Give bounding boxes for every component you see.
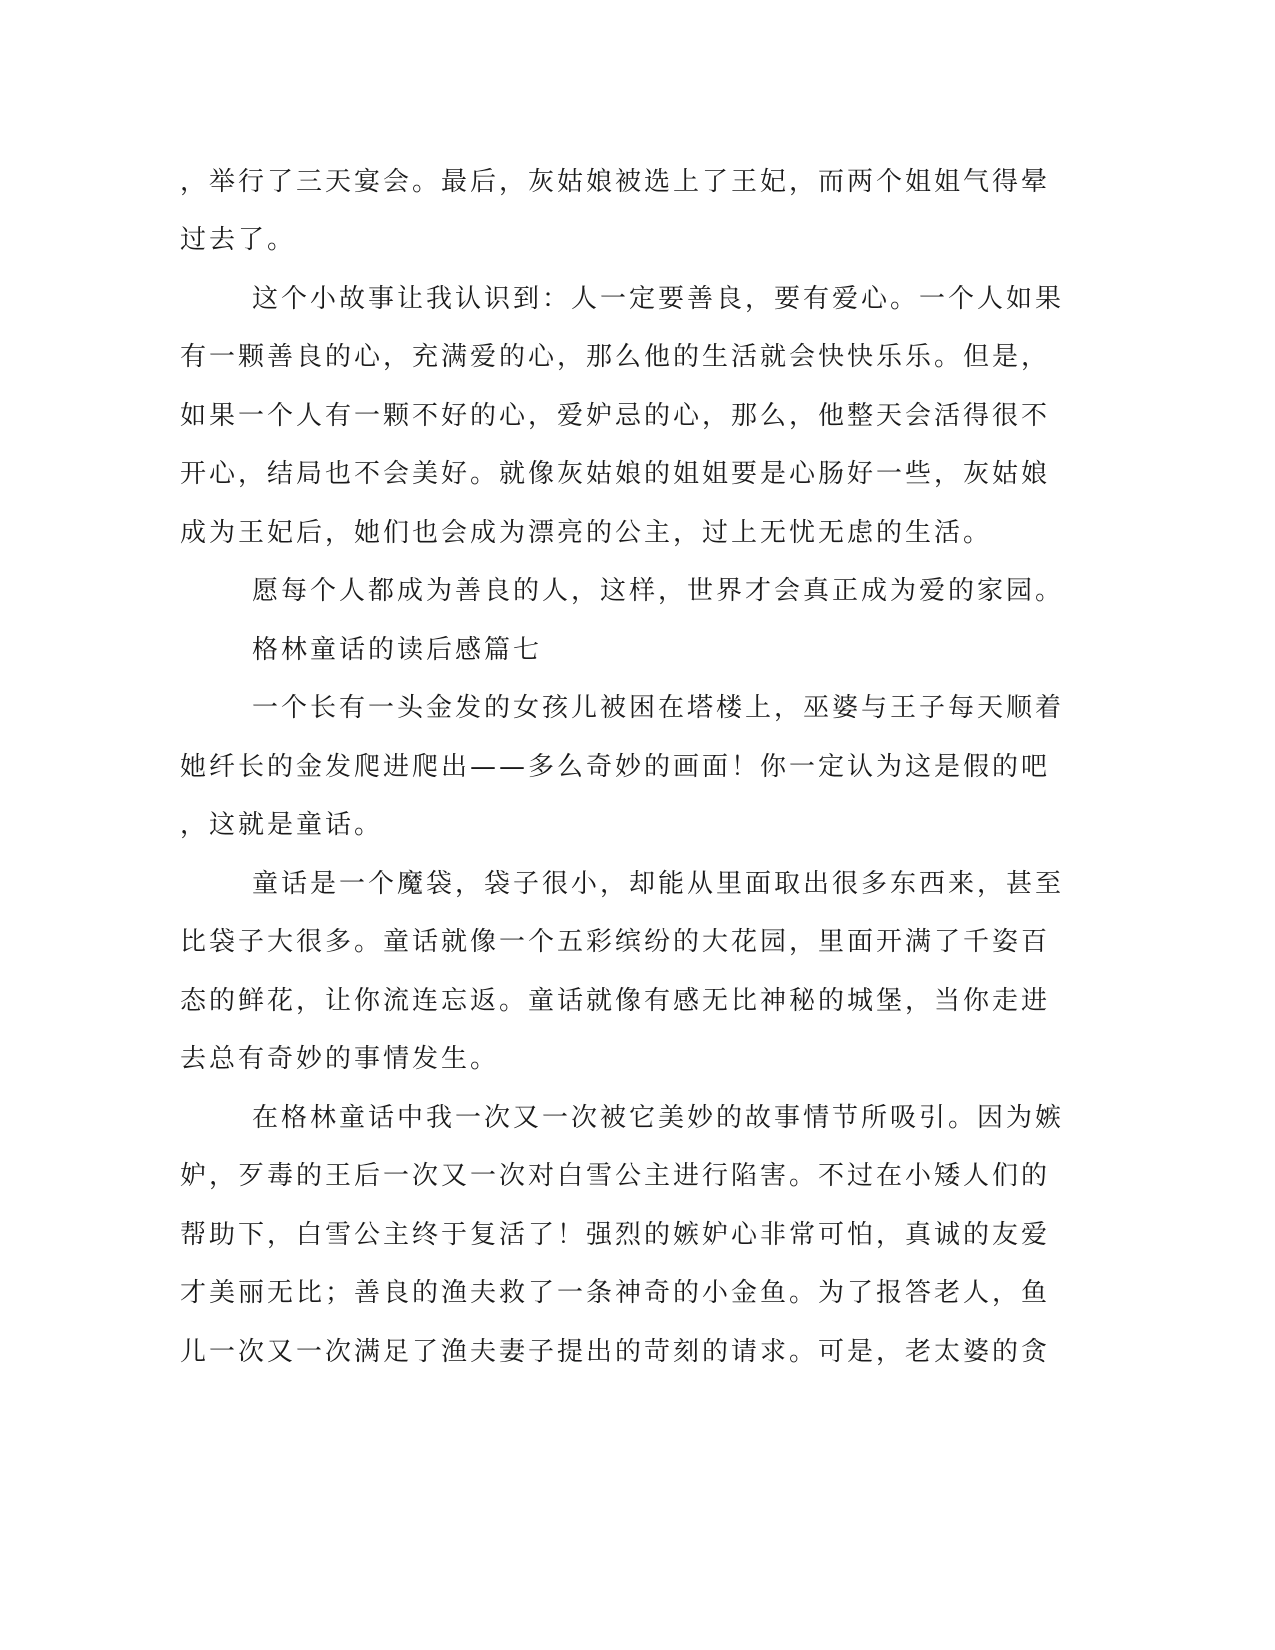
text-line: 开心，结局也不会美好。就像灰姑娘的姐姐要是心肠好一些，灰姑娘	[180, 459, 1051, 489]
text-line: 去总有奇妙的事情发生。	[180, 1044, 500, 1074]
text-line: 比袋子大很多。童话就像一个五彩缤纷的大花园，里面开满了千姿百	[180, 927, 1051, 957]
section-heading: 格林童话的读后感篇七	[252, 635, 543, 665]
text-line: 才美丽无比；善良的渔夫救了一条神奇的小金鱼。为了报答老人，鱼	[180, 1278, 1051, 1308]
text-line: 她纤长的金发爬进爬出——多么奇妙的画面！你一定认为这是假的吧	[180, 752, 1051, 782]
text-line: 成为王妃后，她们也会成为漂亮的公主，过上无忧无虑的生活。	[180, 518, 993, 548]
text-line: 愿每个人都成为善良的人，这样，世界才会真正成为爱的家园。	[252, 576, 1065, 606]
text-line: 一个长有一头金发的女孩儿被困在塔楼上，巫婆与王子每天顺着	[252, 693, 1065, 723]
text-line: 有一颗善良的心，充满爱的心，那么他的生活就会快快乐乐。但是，	[180, 342, 1051, 372]
text-line: 如果一个人有一颗不好的心，爱妒忌的心，那么，他整天会活得很不	[180, 401, 1051, 431]
text-line: 过去了。	[180, 225, 297, 255]
text-line: 在格林童话中我一次又一次被它美妙的故事情节所吸引。因为嫉	[252, 1103, 1065, 1133]
text-line: ，举行了三天宴会。最后，灰姑娘被选上了王妃，而两个姐姐气得晕	[180, 167, 1051, 197]
text-line: 儿一次又一次满足了渔夫妻子提出的苛刻的请求。可是，老太婆的贪	[180, 1337, 1051, 1367]
text-line: 态的鲜花，让你流连忘返。童话就像有感无比神秘的城堡，当你走进	[180, 986, 1051, 1016]
text-line: 童话是一个魔袋，袋子很小，却能从里面取出很多东西来，甚至	[252, 869, 1065, 899]
text-line: ，这就是童话。	[180, 810, 384, 840]
text-line: 这个小故事让我认识到：人一定要善良，要有爱心。一个人如果	[252, 284, 1065, 314]
text-line: 妒，歹毒的王后一次又一次对白雪公主进行陷害。不过在小矮人们的	[180, 1161, 1051, 1191]
text-line: 帮助下，白雪公主终于复活了！强烈的嫉妒心非常可怕，真诚的友爱	[180, 1220, 1051, 1250]
